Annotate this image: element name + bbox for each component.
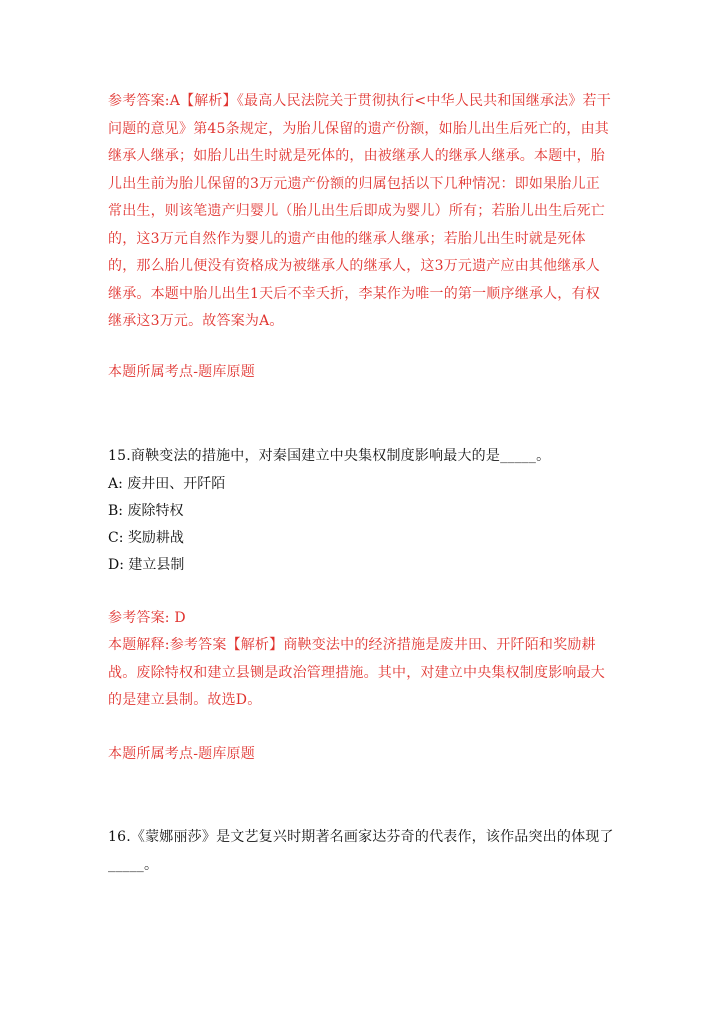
q15-option-c: C: 奖励耕战 [108,529,184,546]
q15-option-d: D: 建立县制 [108,556,185,573]
document-page [108,88,614,879]
q15-answer: 参考答案: D [108,609,186,626]
q15-option-b: B: 废除特权 [108,502,184,519]
q14-analysis: 参考答案:A【解析】《最高人民法院关于贯彻执行<中华人民共和国继承法》若干问题的意见》第45条规定，为胎儿保留的遗产份额，如胎儿出生后死亡的，由其继承人继承；如胎儿出生时就是死体的，由被继承人的继承人继承。本题中，胎儿出生前为胎儿保留的3万元遗产份额的归属包括以下几种情况：即如果胎儿正常出生，则该笔遗产归婴儿（胎儿出生后即成为婴儿）所有；若胎儿出生后死亡的，这3万元自然作为婴儿的遗产由他的继承人继承；若胎儿出生时就是死体的，那么胎儿便没有资格成为被继承人的继承人，这3万元遗产应由其他继承人继承。本题中胎儿出生1天后不幸夭折，李某作为唯一的第一顺序继承人，有权继承这3万元。故答案为A。 [108,93,611,329]
q14-topic-label: 本题所属考点-题库原题 [108,363,255,380]
q15-question: 15.商鞅变法的措施中，对秦国建立中央集权制度影响最大的是_____。 [108,448,551,464]
q15-explanation: 本题解释:参考答案【解析】商鞅变法中的经济措施是废井田、开阡陌和奖励耕战。废除特权和建立县铡是政治管理措施。其中，对建立中央集权制度影响最大的是建立县制。故选D。 [108,637,605,708]
q15-options [108,471,614,579]
q15-topic-label: 本题所属考点-题库原题 [108,745,255,762]
q16-question: 16.《蒙娜丽莎》是文艺复兴时期著名画家达芬奇的代表作，该作品突出的体现了_____。 [108,829,614,873]
q15-option-a: A: 废井田、开阡陌 [108,475,226,492]
